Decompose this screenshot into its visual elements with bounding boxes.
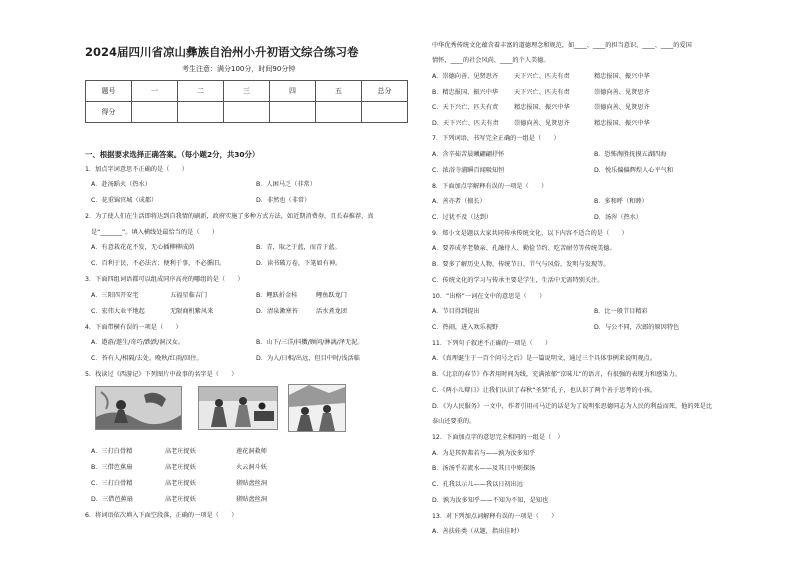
option-a-story-2: 高老庄捉妖 [165,448,196,455]
option-d: D．清泉漱寒苔 [256,308,298,315]
score-cell: 一 [132,81,178,102]
question-3: 3．下面四组词语都可以组成同序高亮的哪组的是（ ） [85,276,244,283]
option-d: D．《为人民服务》一文中，作者引用司马迁的话是为了说明张思德同志为人民的利益而死，他的死是比 [432,403,713,410]
score-input-cell[interactable] [270,102,316,123]
passage-line: 情怀，____的社会风尚，____的个人美德。 [432,57,550,64]
option-c: C．苔有人/相隔/去处，晚秋/红雨/回住。 [91,355,203,362]
option-d-pair: 活水煮龙团 [316,308,347,315]
right-column [428,0,794,562]
option-a: A．节目得到提出 [432,308,480,315]
option-d: D．三借芭蕉扇 [91,496,133,503]
question-2: 2．为了使人们在生活即将达到自我情的刷新，政府实施了多种方式方法，如近期消费券，且长春推荐，真 [85,213,374,220]
option-a: A．遨游/遨生/奇巧/跌跌/洞汉女。 [91,339,185,346]
score-input-cell[interactable] [362,102,408,123]
option-c: C．天下兴亡、匹夫有责 [432,104,499,111]
question-8: 8．下面加点字解释有误的一项是（ ） [432,183,548,190]
question-7: 7．下列词语，书写完全正确的一组是（ ） [432,135,560,142]
option-b: B．青，取之于蓝，而青于蓝。 [256,244,341,251]
option-c: C．百利于民，不必法古；便利于事，不必循旧。 [91,260,226,267]
option-c: C．过犹不及（达到） [432,214,493,221]
option-a: A．要养成孝老敬亲、孔融待人、勤俭节约、吃苦耐劳等传统美德。 [432,245,616,252]
option-d: D．孰为汝多知乎——不知为不知，是知也 [432,497,549,504]
option-d-part-2: 崇德向善、见贤思齐 [514,120,570,127]
question-5: 5．找读过《西游记》下列图片中故事的名字是（ ） [85,371,238,378]
question-10: 10．“出格”一词在文中的意思是（ ） [432,293,546,300]
option-b-pair: 鲤鱼跃龙门 [316,292,347,299]
option-d-cont: 泰山还要重的。 [432,418,476,425]
option-d-story-2: 高老庄捉妖 [165,496,196,503]
question-2-cont: 是“_______”。填入横线处最恰当的是（ ） [91,229,219,236]
option-b-story-2: 高老庄捉妖 [165,464,196,471]
option-a-part-2: 天下兴亡、匹夫有责 [514,73,570,80]
option-d: D．汤浑（热水） [594,214,643,221]
option-b: B．多和呼（和睦） [594,198,648,205]
question-12: 12．下面加点字的意思完全相同的一组是（ ） [432,434,564,441]
option-c: C．浓浴寺浦瞬百闻吸知恒 [432,167,505,174]
option-a: A．赴汤蹈火（热水） [91,181,151,188]
option-d-story-3: 猪贴盘丝洞 [236,496,267,503]
option-b: B．鲤跃折金桂 [256,292,298,299]
option-b: B．要多了解历史人物、传统节日、节气与风俗，发明与发现等。 [432,261,610,268]
illustration-3-image [288,384,346,432]
option-a-part-3: 精忠报国、振兴中华 [594,73,650,80]
option-c-story-2: 高老庄捉妖 [165,480,196,487]
exam-notice: 考生注意：满分100分，时间90分钟 [182,65,296,73]
option-b-story-3: 火云洞斗妖 [236,464,267,471]
option-a: A．善扶娃类（从题，指出佳时） [432,528,523,535]
score-cell: 得分 [86,102,132,123]
score-cell: 三 [224,81,270,102]
score-input-cell[interactable] [132,102,178,123]
option-d: D．读书破万卷，下笔如有神。 [256,260,342,267]
question-11: 11．下列句子叙述不正确的一项是（ ） [432,340,552,347]
option-c: C．孔我以示儿——我以日初出远 [432,481,523,488]
option-b: B．《北京的春节》作者用时间为线，充满浓郁“京味儿”的语言，有很强的表现力和感染力。 [432,371,681,378]
illustration-2-image [198,386,278,430]
question-9: 9．郑小文是题以大家共同传承传统文化，以下内容不适合的是（ ） [432,230,628,237]
illustration-3-drawing [289,385,345,431]
option-b: B．精忠报国、振兴中华 [432,89,499,96]
score-cell: 二 [178,81,224,102]
question-4: 4．下面带横有误的一项是（ ） [85,324,182,331]
option-b: B．汤汤乎若流水——及其日中则探汤 [432,465,536,472]
option-a: A．崇德向善、见贤思齐 [432,73,499,80]
score-input-cell[interactable] [224,102,270,123]
option-b: B．比一般节目精彩 [594,308,648,315]
score-cell: 总分 [362,81,408,102]
option-c: C．热闹，进入欢乐视野 [432,324,499,331]
option-a: A．为是其智弗若与——孰为汝多知乎 [432,450,536,457]
question-1: 1．加点字词意思不正确的是（ ） [85,166,188,173]
option-d: D．为人/日相/出远，但目中时/浅活临 [256,355,360,362]
option-c-story-3: 猪贴盘丝洞 [236,480,267,487]
option-b: B．恐怖淘胜抚摸五湖四海 [594,151,667,158]
option-b: B．人困马乏（非常） [256,181,316,188]
question-13: 13．对下列加点词解释有误的一项是（ ） [432,513,558,520]
score-table-header-row [86,81,408,102]
option-a: A．有意栽花花不发，无心插柳柳成荫 [91,244,195,251]
option-a-pair: 五福星临吉门 [170,292,208,299]
option-c: C．宏伟大业平地起 [91,308,145,315]
option-d: D．悦乐偏偏辉煌人心平气和 [594,167,674,174]
illustration-1-drawing [96,387,181,429]
option-b: B．山下/三洋/抖擞/顾问/淋漓/泽无泥。 [256,339,364,346]
option-c-part-2: 精忠报国、振兴中华 [514,104,570,111]
score-cell: 题号 [86,81,132,102]
option-c: C．《两小儿辩日》让我们认识了春秋“圣贤”孔子，也认识了两个善于思考的小孩。 [432,387,657,394]
score-input-cell[interactable] [178,102,224,123]
option-c: C．传统文化的学习与传承主要是学生，生活中无需特别关注。 [432,277,604,284]
option-a: A．《真理诞生于一百个问号之后》是一篇说明文，通过三个具体事例来说明观点。 [432,355,656,362]
option-b-part-2: 天下兴亡、匹夫有责 [514,89,570,96]
option-c: C．花重锦官城（成都） [91,197,158,204]
score-table-score-row [86,102,408,123]
option-a-story-3: 莲花洞救师 [236,448,267,455]
option-d: D．天下兴亡、匹夫有责 [432,120,499,127]
option-a: A．三阳四开安宅 [91,292,139,299]
illustration-1-image [95,386,182,430]
page-title: 2024届四川省凉山彝族自治州小升初语文综合练习卷 [85,45,359,59]
option-d-part-3: 精忠报国、振兴中华 [594,120,650,127]
option-b-part-3: 崇德向善、见贤思齐 [594,89,650,96]
score-cell: 五 [316,81,362,102]
option-d: D．与公不同，次郎的原因特色 [594,324,680,331]
option-c: C．三打白骨精 [91,480,133,487]
score-table [85,80,408,123]
option-d: D．非然也（非常） [256,197,311,204]
score-cell: 四 [270,81,316,102]
option-a: A．含辛茹苦晨曦翩翩抒怀 [432,151,505,158]
passage-line: 中华优秀传统文化蕴含着丰富的道德理念和规范，如____、____的担当意识，____、____的爱国 [432,42,692,49]
section-heading: 一、根据要求选择正确答案。（每小题2分，共30分） [85,150,260,159]
question-6: 6．将词语依次填入下面空段落，正确的一项是（ ） [85,512,238,519]
option-c-part-3: 崇德向善、见贤思齐 [594,104,650,111]
option-b: B．三借芭蕉扇 [91,464,133,471]
option-a: A．三打白骨精 [91,448,133,455]
illustration-2-drawing [199,387,277,429]
option-a: A．善亦者（擅长） [432,198,486,205]
option-c-pair: 无限商机紫风来 [170,308,214,315]
score-input-cell[interactable] [316,102,362,123]
